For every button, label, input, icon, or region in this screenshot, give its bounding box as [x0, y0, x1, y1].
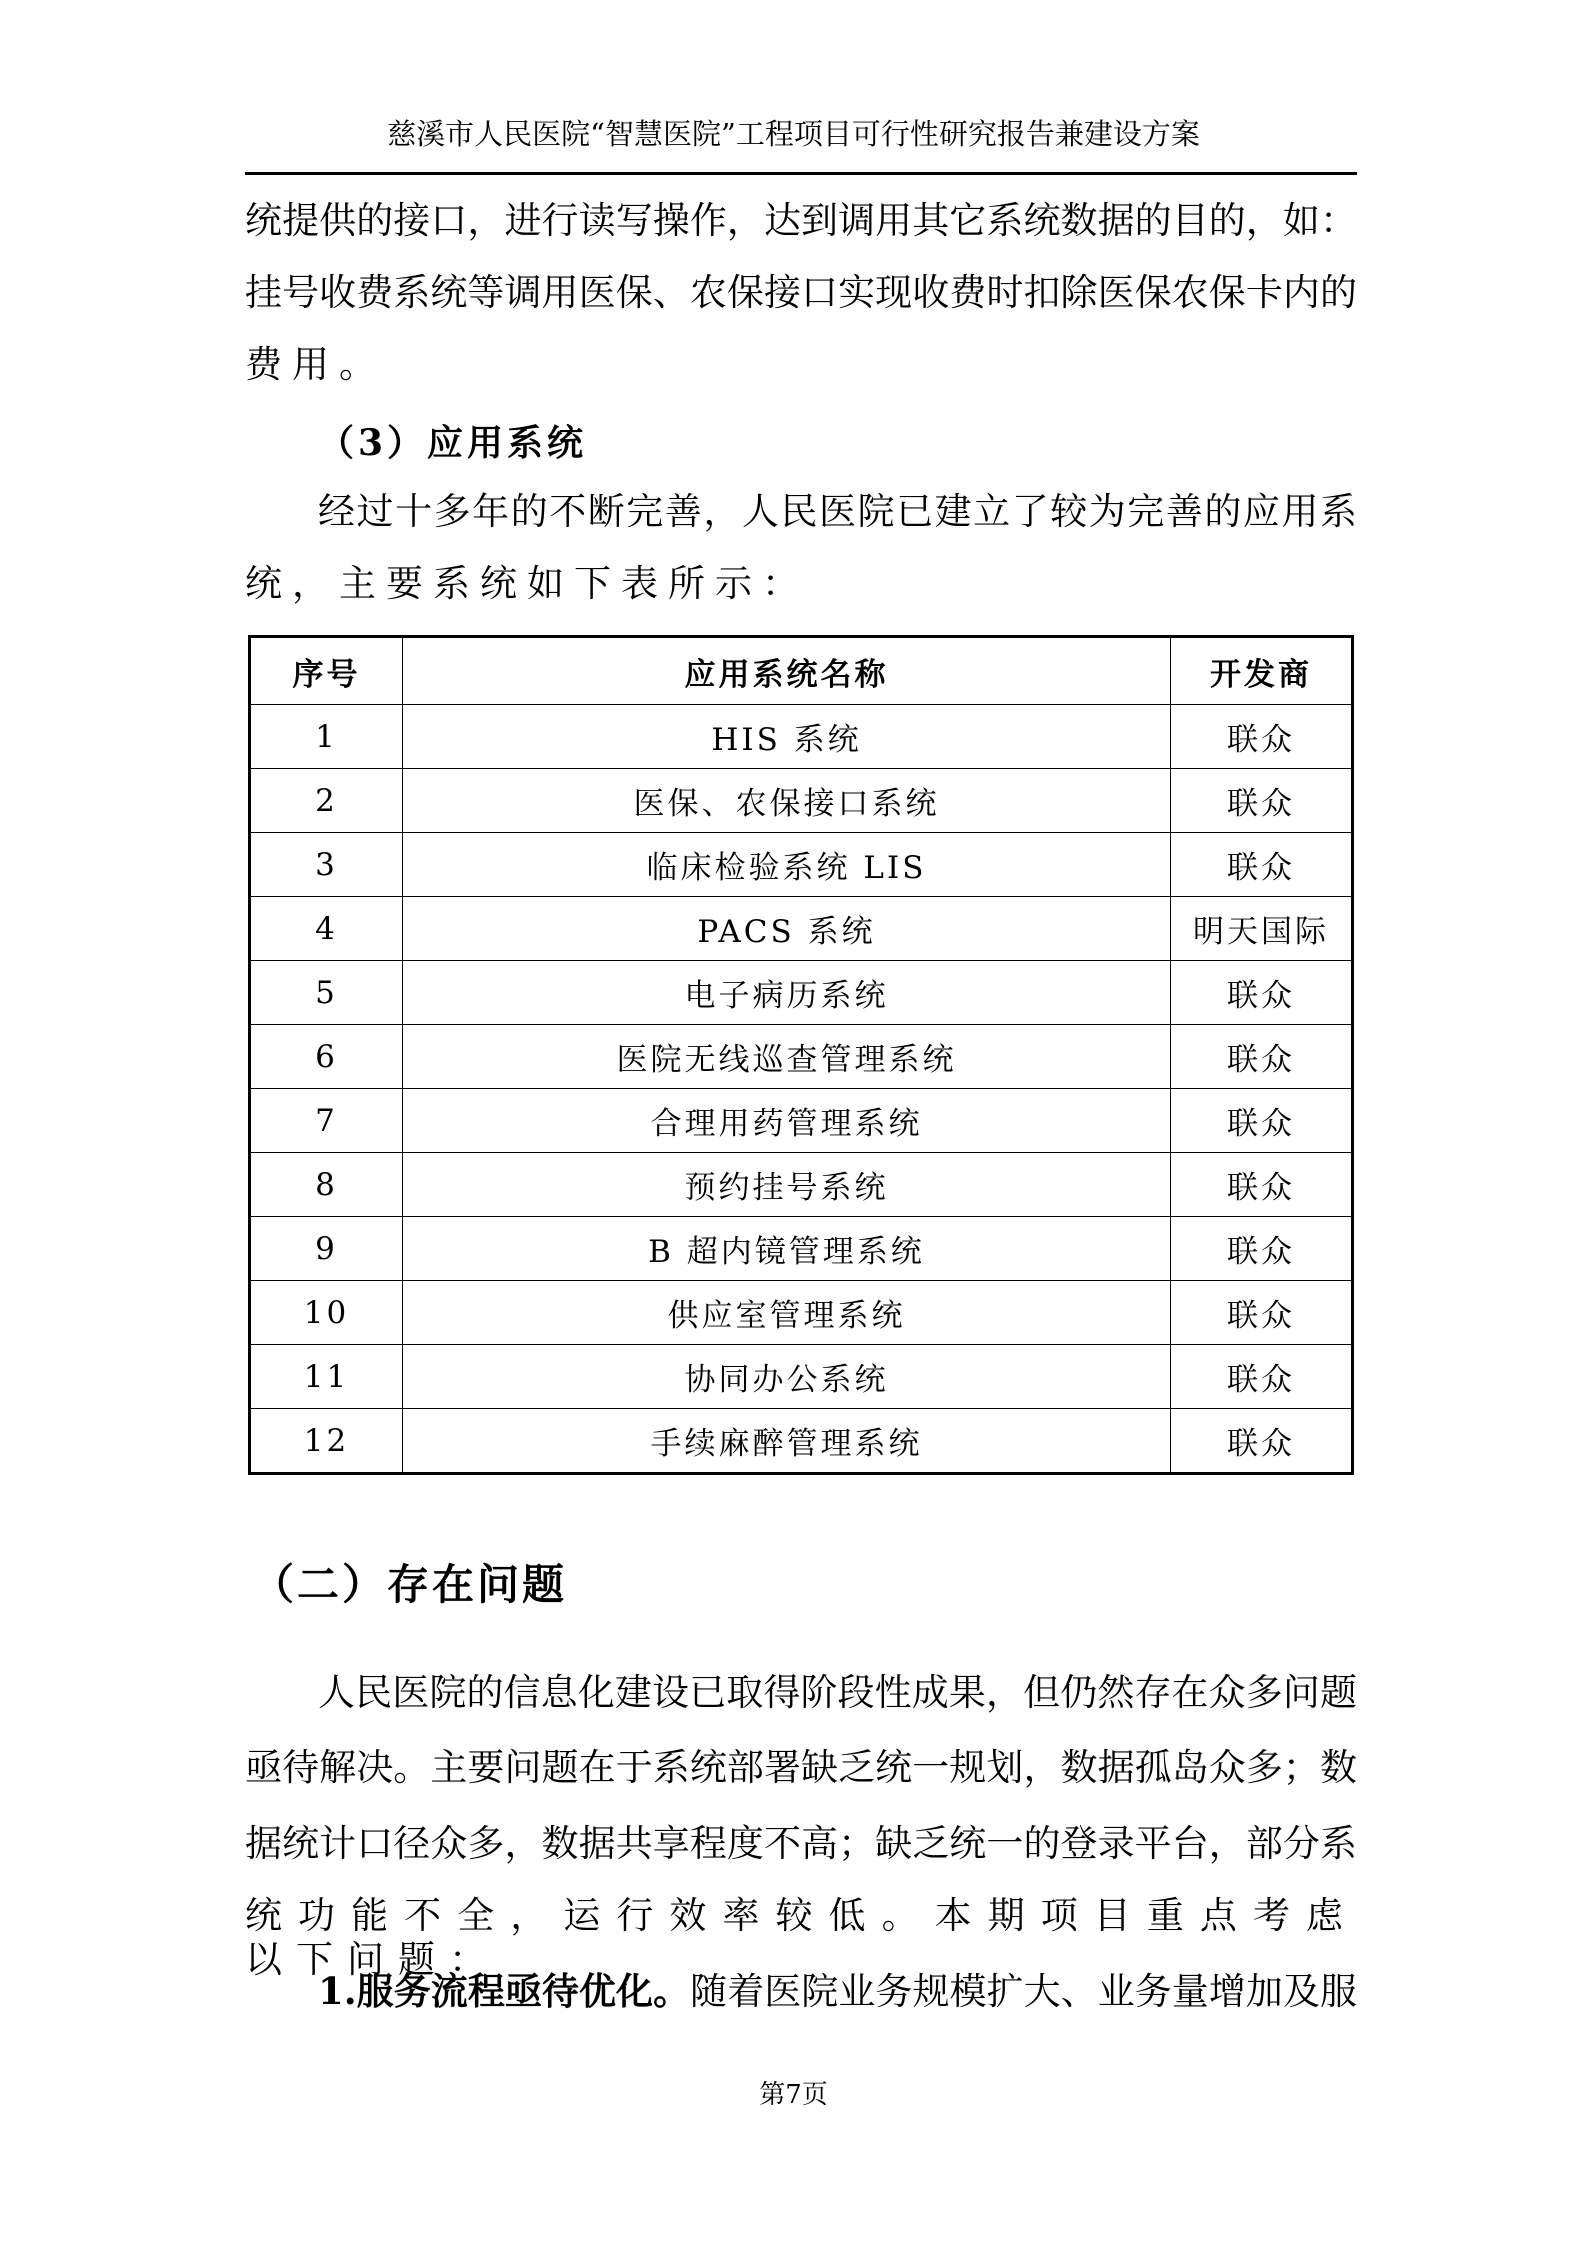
cell-index: 5 [250, 961, 403, 1025]
cell-system-name: 协同办公系统 [403, 1345, 1171, 1409]
table-row [250, 1281, 1353, 1345]
table-row [250, 897, 1353, 961]
page-number: 第7页 [759, 2080, 828, 2110]
table-header-row [250, 637, 1353, 705]
cell-system-name: 医保、农保接口系统 [403, 769, 1171, 833]
column-header: 开发商 [1171, 637, 1353, 705]
cell-index: 6 [250, 1025, 403, 1089]
systems-table [248, 635, 1354, 1475]
cell-index: 8 [250, 1153, 403, 1217]
body-line: 统提供的接口，进行读写操作，达到调用其它系统数据的目的，如： [245, 199, 1357, 242]
cell-system-name: PACS 系统 [403, 897, 1171, 961]
cell-system-name: HIS 系统 [403, 705, 1171, 769]
cell-vendor: 联众 [1171, 769, 1353, 833]
body-line: 挂号收费系统等调用医保、农保接口实现收费时扣除医保农保卡内的 [245, 271, 1357, 314]
column-header: 应用系统名称 [403, 637, 1171, 705]
cell-index: 3 [250, 833, 403, 897]
table-row [250, 1153, 1353, 1217]
table-row [250, 1217, 1353, 1281]
body-line: 统，主要系统如下表所示： [245, 562, 809, 605]
cell-system-name: 医院无线巡查管理系统 [403, 1025, 1171, 1089]
cell-index: 9 [250, 1217, 403, 1281]
section-heading-applications: （3）应用系统 [318, 422, 588, 464]
cell-vendor: 联众 [1171, 1217, 1353, 1281]
cell-vendor: 联众 [1171, 961, 1353, 1025]
cell-system-name: 临床检验系统 LIS [403, 833, 1171, 897]
cell-system-name: 合理用药管理系统 [403, 1089, 1171, 1153]
cell-vendor: 联众 [1171, 1025, 1353, 1089]
cell-index: 11 [250, 1345, 403, 1409]
table-row [250, 1409, 1353, 1474]
cell-index: 4 [250, 897, 403, 961]
cell-system-name: 电子病历系统 [403, 961, 1171, 1025]
cell-vendor: 联众 [1171, 1281, 1353, 1345]
cell-vendor: 联众 [1171, 705, 1353, 769]
body-line: 经过十多年的不断完善，人民医院已建立了较为完善的应用系 [318, 490, 1357, 533]
cell-vendor: 联众 [1171, 1089, 1353, 1153]
table-row [250, 769, 1353, 833]
body-line: 亟待解决。主要问题在于系统部署缺乏统一规划，数据孤岛众多；数 [245, 1746, 1357, 1789]
header-rule [245, 172, 1357, 175]
point-1 [318, 1969, 1357, 2014]
cell-vendor: 联众 [1171, 833, 1353, 897]
cell-index: 2 [250, 769, 403, 833]
cell-system-name: 预约挂号系统 [403, 1153, 1171, 1217]
cell-index: 1 [250, 705, 403, 769]
page-header: 慈溪市人民医院“智慧医院”工程项目可行性研究报告兼建设方案 [387, 117, 1200, 151]
table-row [250, 833, 1353, 897]
body-line: 人民医院的信息化建设已取得阶段性成果，但仍然存在众多问题 [318, 1671, 1357, 1714]
cell-index: 10 [250, 1281, 403, 1345]
cell-system-name: 手续麻醉管理系统 [403, 1409, 1171, 1474]
cell-vendor: 联众 [1171, 1153, 1353, 1217]
cell-index: 12 [250, 1409, 403, 1474]
section-heading-problems: （二）存在问题 [252, 1560, 568, 1609]
cell-vendor: 联众 [1171, 1409, 1353, 1474]
table-row [250, 705, 1353, 769]
table-row [250, 1089, 1353, 1153]
table-row [250, 1345, 1353, 1409]
table-row [250, 961, 1353, 1025]
body-line: 统功能不全，运行效率较低。本期项目重点考虑以下问题： [245, 1894, 1357, 1981]
cell-index: 7 [250, 1089, 403, 1153]
table-row [250, 1025, 1353, 1089]
cell-system-name: 供应室管理系统 [403, 1281, 1171, 1345]
cell-vendor: 明天国际 [1171, 897, 1353, 961]
cell-vendor: 联众 [1171, 1345, 1353, 1409]
point-1-title: 1.服务流程亟待优化。 [318, 1969, 691, 2013]
body-line: 费用。 [245, 343, 386, 386]
column-header: 序号 [250, 637, 403, 705]
body-line: 据统计口径众多，数据共享程度不高；缺乏统一的登录平台，部分系 [245, 1822, 1357, 1865]
cell-system-name: B 超内镜管理系统 [403, 1217, 1171, 1281]
point-1-text: 随着医院业务规模扩大、业务量增加及服 [690, 1970, 1357, 2013]
